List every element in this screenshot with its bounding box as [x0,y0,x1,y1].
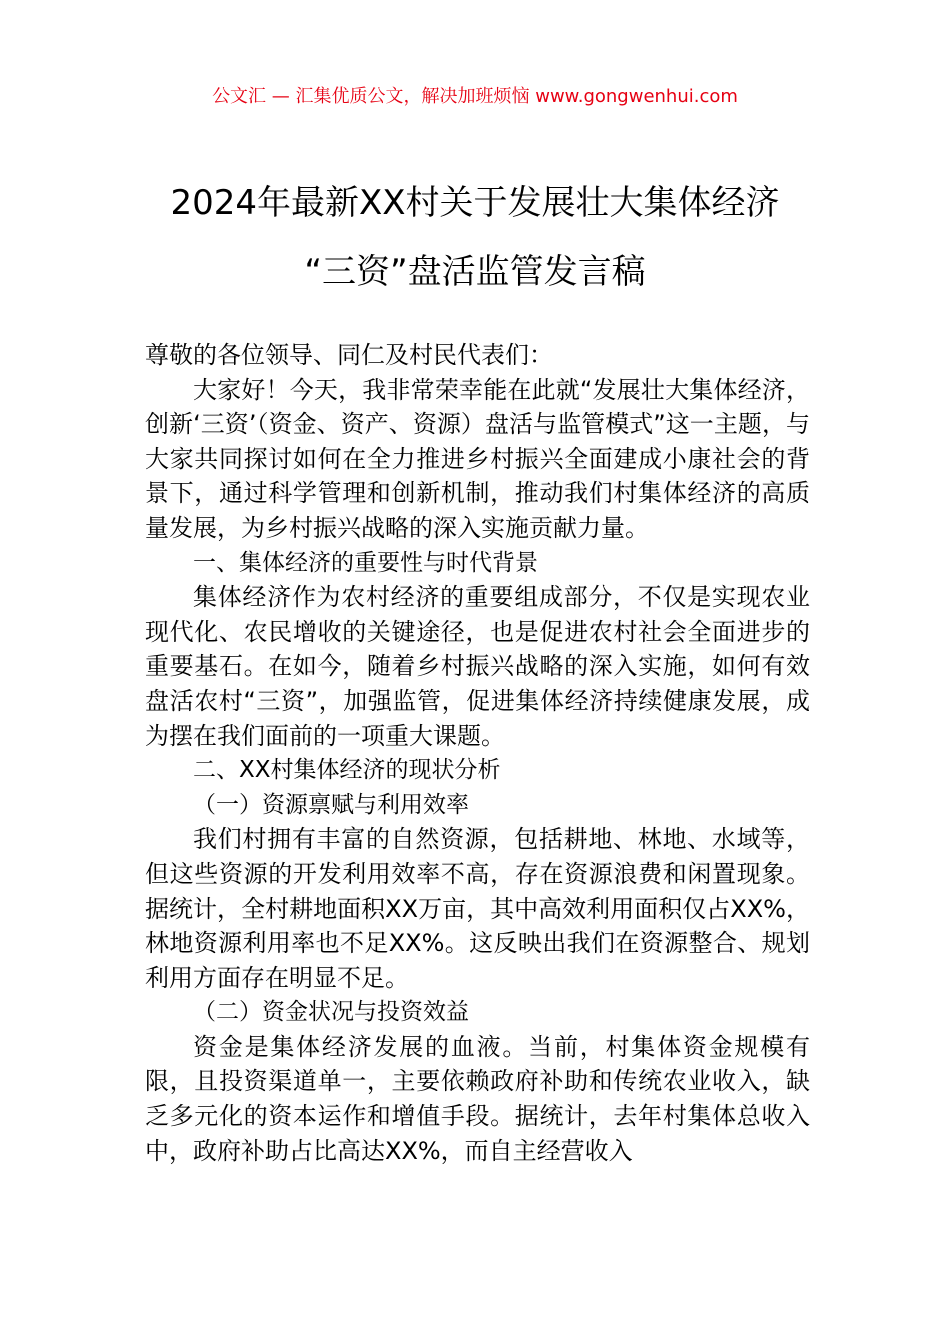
subsection-heading-1: （一）资源禀赋与利用效率 [193,791,469,818]
paragraph-funds: 资金是集体经济发展的血液。当前，村集体资金规模有限，且投资渠道单一，主要依赖政府补助和传统农业收入，缺乏多元化的资本运作和增值手段。据统计，去年村集体总收入中，政府补助占比高达XX%，而自主经营收入 [145,1032,810,1165]
section-heading-1: 一、集体经济的重要性与时代背景 [193,549,538,576]
paragraph-opening: 大家好！今天，我非常荣幸能在此就“发展壮大集体经济，创新‘三资’（资金、资产、资源）盘活与监管模式”这一主题，与大家共同探讨如何在全力推进乡村振兴全面建成小康社会的背景下，通过科学管理和创新机制，推动我们村集体经济的高质量发展，为乡村振兴战略的深入实施贡献力量。 [145,375,810,542]
site-banner: 公文汇 — 汇集优质公文，解决加班烦恼 www.gongwenhui.com [212,86,738,107]
document-body [145,338,810,1168]
document-title-line-2: “三资”盘活监管发言稿 [304,252,646,292]
section-heading-2: 二、XX村集体经济的现状分析 [193,757,501,784]
salutation: 尊敬的各位领导、同仁及村民代表们： [145,341,553,369]
paragraph-resources: 我们村拥有丰富的自然资源，包括耕地、林地、水域等，但这些资源的开发利用效率不高，存在资源浪费和闲置现象。据统计，全村耕地面积XX万亩，其中高效利用面积仅占XX%，林地资源利用率也不足XX%。这反映出我们在资源整合、规划利用方面存在明显不足。 [145,825,810,992]
document-title-line-1: 2024年最新XX村关于发展壮大集体经济 [170,183,780,223]
paragraph-importance: 集体经济作为农村经济的重要组成部分，不仅是实现农业现代化、农民增收的关键途径，也是促进农村社会全面进步的重要基石。在如今，随着乡村振兴战略的深入实施，如何有效盘活农村“三资”，加强监管，促进集体经济持续健康发展，成为摆在我们面前的一项重大课题。 [145,583,810,750]
subsection-heading-2: （二）资金状况与投资效益 [193,999,469,1026]
